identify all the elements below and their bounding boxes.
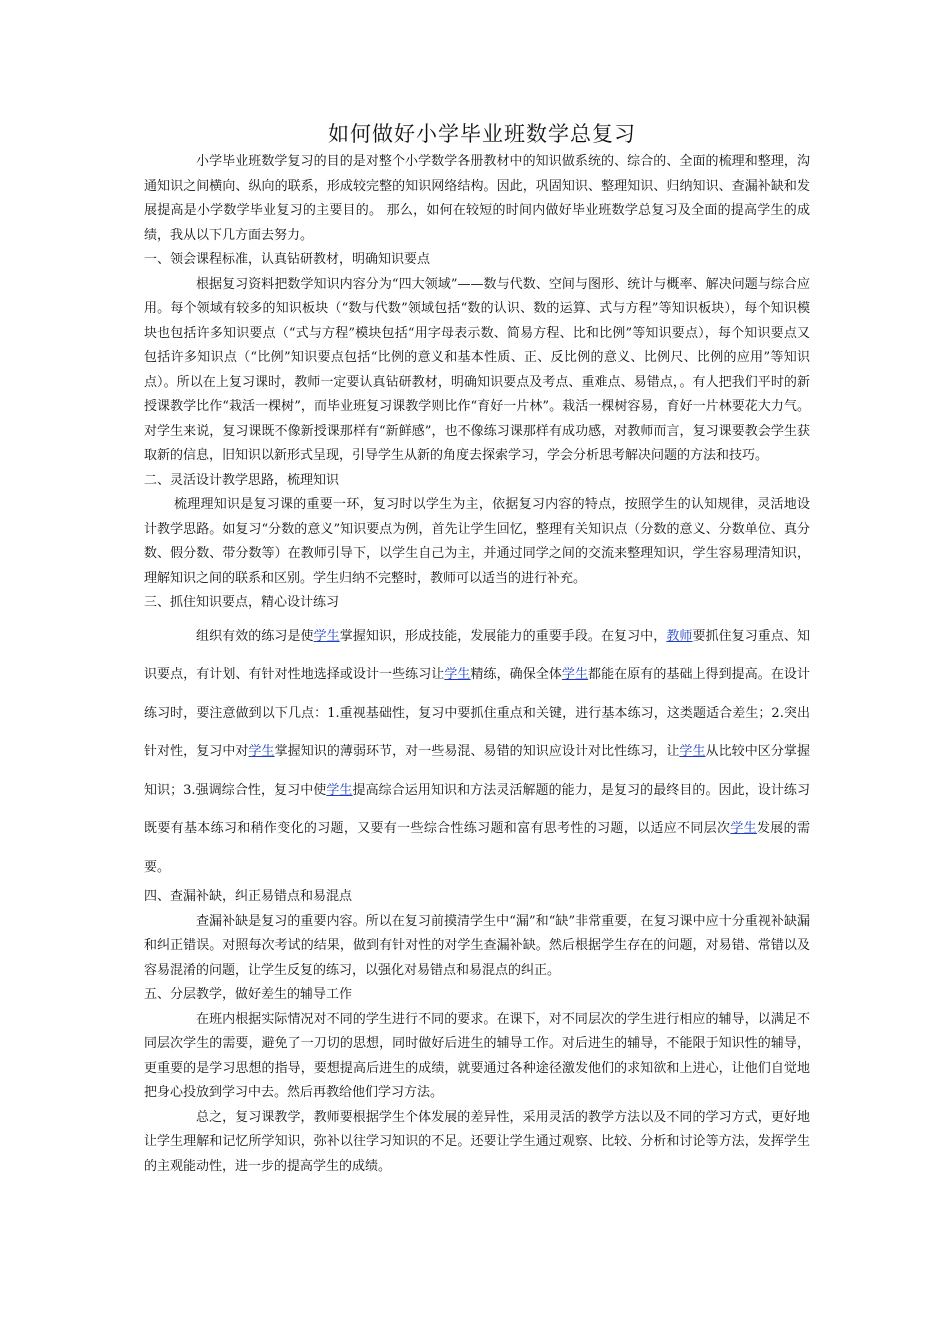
section-5-body: 在班内根据实际情况对不同的学生进行不同的要求。在课下，对不同层次的学生进行相应的辅导，以满足不同层次学生的需要，避免了一刀切的思想，同时做好后进生的辅导工作。对后进生的辅导，不能限于知识性的辅导，更重要的是学习思想的指导，要想提高后进生的成绩，就要通过各种途径激发他们的求知欲和上进心，让他们自觉地把身心投放到学习中去。然后再教给他们学习方法。 <box>144 1011 810 1100</box>
text-run: 组织有效的练习是使 <box>196 628 314 644</box>
section-2-heading: 二、灵活设计教学思路，梳理知识 <box>144 472 340 488</box>
link-student[interactable]: 学生 <box>444 667 471 682</box>
link-student[interactable]: 学生 <box>248 744 275 759</box>
link-student[interactable]: 学生 <box>730 821 757 836</box>
text-run: 发展的需要。 <box>144 821 810 875</box>
text-run: 掌握知识，形成技能，发展能力的重要手段。在复习中， <box>339 628 667 644</box>
section-4-heading: 四、查漏补缺，纠正易错点和易混点 <box>144 889 353 904</box>
link-student[interactable]: 学生 <box>313 628 340 644</box>
link-teacher[interactable]: 教师 <box>666 628 693 644</box>
link-student[interactable]: 学生 <box>326 782 353 798</box>
document-title: 如何做好小学毕业班数学总复习 <box>328 122 636 146</box>
section-4-body: 查漏补缺是复习的重要内容。所以在复习前摸清学生中“漏”和“缺”非常重要，在复习课中应十分重视补缺漏和纠正错误。对照每次考试的结果，做到有针对性的对学生查漏补缺。然后根据学生存在的问题，对易错、常错以及容易混淆的问题，让学生反复的练习，以强化对易错点和易混点的纠正。 <box>144 913 810 978</box>
link-student[interactable]: 学生 <box>561 667 589 682</box>
section-1-heading: 一、领会课程标准，认真钻研教材，明确知识要点 <box>144 252 431 267</box>
document-page <box>144 118 810 1179</box>
text-run: 要抓住复习重点、知识要点，有计划、有针对性地选择或设计一些练习让 <box>144 628 810 682</box>
section-3-body <box>144 618 810 888</box>
section-5-heading: 五、分层教学，做好差生的辅导工作 <box>144 987 353 1002</box>
text-run: 都能在原有的基础上得到提高。在设计练习时，要注意做到以下几点：1.重视基础性，复习中要抓住重点和关键，进行基本练习，这类题适合差生；2.突出针对性，复习中对 <box>144 667 810 759</box>
text-run: 从比较中区分掌握知识；3.强调综合性，复习中使 <box>144 744 810 798</box>
conclusion-paragraph: 总之，复习课教学，教师要根据学生个体发展的差异性，采用灵活的教学方法以及不同的学习方式，更好地让学生理解和记忆所学知识，弥补以往学习知识的不足。还要让学生通过观察、比较、分析和讨论等方法，发挥学生的主观能动性，进一步的提高学生的成绩。 <box>144 1109 810 1174</box>
link-student[interactable]: 学生 <box>679 744 706 759</box>
text-run: 精练，确保全体 <box>470 667 562 682</box>
section-2-body: 梳理理知识是复习课的重要一环，复习时以学生为主，依据复习内容的特点，按照学生的认知规律，灵活地设计教学思路。如复习“分数的意义”知识要点为例，首先让学生回忆，整理有关知识点（分数的意义、分数单位、真分数、假分数、带分数等）在教师引导下，以学生自己为主，并通过同学之间的交流来整理知识，学生容易理清知识，理解知识之间的联系和区别。学生归纳不完整时，教师可以适当的进行补充。 <box>144 497 810 586</box>
text-run: 提高综合运用知识和方法灵活解题的能力，是复习的最终目的。因此，设计练习既要有基本练习和稍作变化的习题，又要有一些综合性练习题和富有思考性的习题，以适应不同层次 <box>144 782 810 836</box>
text-run: 掌握知识的薄弱环节，对一些易混、易错的知识应设计对比性练习，让 <box>274 744 680 759</box>
section-1-body: 根据复习资料把数学知识内容分为“四大领域”——数与代数、空间与图形、统计与概率、解决问题与综合应用。每个领域有较多的知识板块（“数与代数”领域包括“数的认识、数的运算、式与方程”等知识板块），每个知识模块也包括许多知识要点（“式与方程”模块包括“用字母表示数、简易方程、比和比例”等知识要点），每个知识要点又包括许多知识点（“比例”知识要点包括“比例的意义和基本性质、正、反比例的意义、比例尺、比例的应用”等知识点）。所以在上复习课时，教师一定要认真钻研教材，明确知识要点及考点、重难点、易错点，。有人把我们平时的新授课教学比作“栽活一棵树”，而毕业班复习课教学则比作“育好一片林”。栽活一棵树容易，育好一片林要花大力气。对学生来说，复习课既不像新授课那样有“新鲜感”，也不像练习课那样有成功感，对教师而言，复习课要教会学生获取新的信息，旧知识以新形式呈现，引导学生从新的角度去探索学习，学会分析思考解决问题的方法和技巧。 <box>144 276 810 463</box>
intro-paragraph: 小学毕业班数学复习的目的是对整个小学数学各册教材中的知识做系统的、综合的、全面的梳理和整理，沟通知识之间横向、纵向的联系，形成较完整的知识网络结构。因此，巩固知识、整理知识、归纳知识、查漏补缺和发展提高是小学数学毕业复习的主要目的。 那么，如何在较短的时间内做好毕业班数学总复习及全面的提高学生的成绩，我从以下几方面去努力。 <box>144 154 810 243</box>
section-3-heading: 三、抓住知识要点，精心设计练习 <box>144 595 340 610</box>
